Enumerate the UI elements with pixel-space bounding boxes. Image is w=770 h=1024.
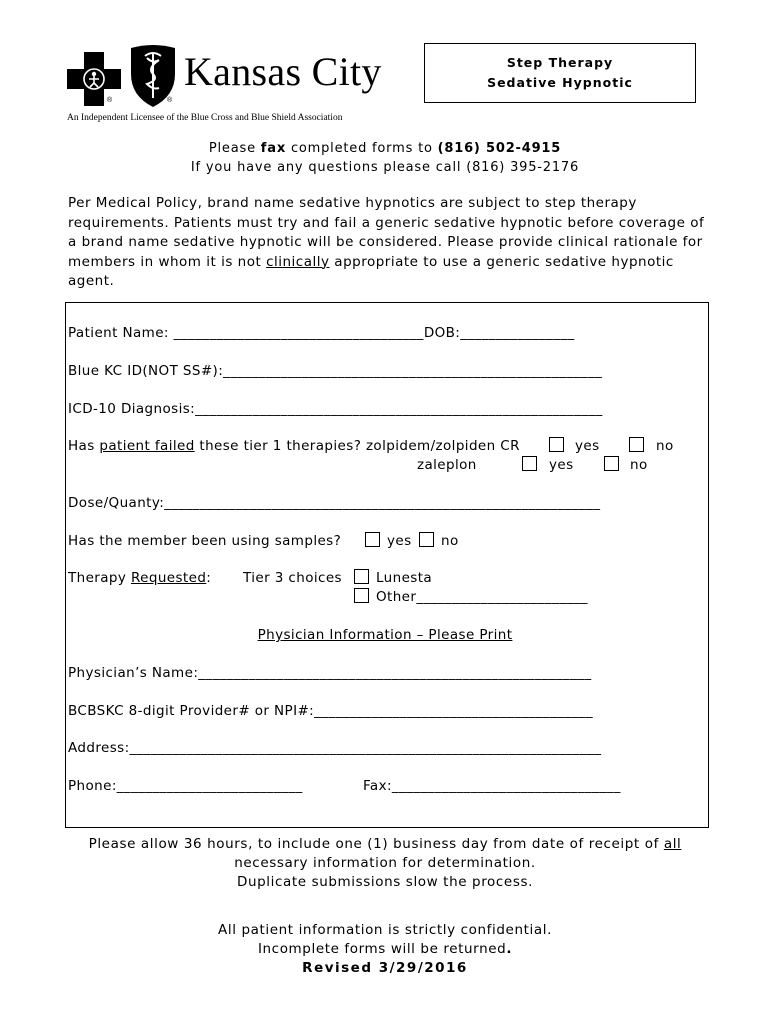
zaleplon-yes-checkbox[interactable] xyxy=(522,456,537,471)
other-field[interactable]: Other________________________ xyxy=(376,589,588,605)
zaleplon-no-label: no xyxy=(630,457,648,473)
tier1-suffix: these tier 1 therapies? zolpidem/zolpiden CR xyxy=(194,438,520,454)
brand-name: Kansas City xyxy=(184,49,382,94)
policy-text-end: appropriate to use a generic sedative hypnotic agent. xyxy=(68,253,674,289)
tier3-label: Tier 3 choices xyxy=(243,570,342,586)
zolpidem-no-checkbox[interactable] xyxy=(629,437,644,452)
policy-paragraph xyxy=(68,194,708,292)
allow-time-line2: necessary information for determination. xyxy=(234,855,536,871)
fax-number: (816) 502-4915 xyxy=(437,141,562,156)
zolpidem-no-label: no xyxy=(656,438,674,454)
allow-underlined: all xyxy=(663,836,682,852)
licensee-text: An Independent Licensee of the Blue Cross and Blue Shield Association xyxy=(67,113,343,123)
therapy-requested-label xyxy=(68,569,211,587)
incomplete-text: Incomplete forms will be returned xyxy=(257,941,507,957)
incomplete-period: . xyxy=(506,941,513,957)
samples-no-label: no xyxy=(441,533,459,549)
zolpidem-yes-label: yes xyxy=(575,438,600,454)
tier1-underlined: patient failed xyxy=(99,438,195,454)
duplicate-warning: Duplicate submissions slow the process. xyxy=(236,874,534,890)
revised-date: Revised 3/29/2016 xyxy=(302,960,468,976)
zaleplon-label: zaleplon xyxy=(417,457,477,473)
samples-yes-checkbox[interactable] xyxy=(365,532,380,547)
fax-prefix: Please xyxy=(208,141,261,156)
form-title-box xyxy=(424,43,696,103)
blue-cross-logo-icon xyxy=(67,52,121,106)
icd10-field[interactable]: ICD-10 Diagnosis:_________________________________________________________ xyxy=(68,401,603,417)
blue-kc-id-field[interactable]: Blue KC ID(NOT SS#):_____________________________________________________ xyxy=(68,363,603,379)
allow-time-line1 xyxy=(0,835,770,855)
physician-name-field[interactable]: Physician’s Name:_______________________________________________________ xyxy=(68,665,592,681)
dose-quantity-field[interactable]: Dose/Quanty:_____________________________________________________________ xyxy=(68,495,601,511)
form-title-line1: Step Therapy xyxy=(506,55,614,70)
registered-mark: ® xyxy=(167,97,173,104)
address-field[interactable]: Address:__________________________________________________________________ xyxy=(68,740,602,756)
samples-no-checkbox[interactable] xyxy=(419,532,434,547)
physician-info-header: Physician Information – Please Print xyxy=(257,627,513,643)
call-instruction: If you have any questions please call (816) 395-2176 xyxy=(190,160,580,175)
therapy-label-post: : xyxy=(206,570,212,586)
fax-field[interactable]: Fax:________________________________ xyxy=(363,778,621,794)
other-checkbox[interactable] xyxy=(354,588,369,603)
allow-pre: Please allow 36 hours, to include one (1) business day from date of receipt of xyxy=(88,836,664,852)
phone-field[interactable]: Phone:__________________________ xyxy=(68,778,303,794)
samples-question: Has the member been using samples? xyxy=(68,533,342,549)
provider-number-field[interactable]: BCBSKC 8-digit Provider# or NPI#:_______________________________________ xyxy=(68,703,593,719)
form-title-line2: Sedative Hypnotic xyxy=(487,75,633,90)
fax-instruction xyxy=(0,141,770,156)
lunesta-label: Lunesta xyxy=(376,570,433,586)
policy-text: Per Medical Policy, brand name sedative hypnotics are subject to step therapy requirements. Patients must try and fail a generic sedative hypnotic before coverage of a brand name sedative hypnotic will be considered. Please provide clinical rationale for members in whom it is not xyxy=(68,195,705,270)
zolpidem-yes-checkbox[interactable] xyxy=(549,437,564,452)
zaleplon-yes-label: yes xyxy=(549,457,574,473)
zaleplon-no-checkbox[interactable] xyxy=(604,456,619,471)
samples-yes-label: yes xyxy=(387,533,412,549)
fax-bold: fax xyxy=(260,141,287,156)
tier1-prefix: Has xyxy=(68,438,100,454)
confidential-notice: All patient information is strictly confidential. xyxy=(218,922,552,938)
incomplete-notice xyxy=(0,940,770,960)
policy-underlined: clinically xyxy=(266,253,330,270)
therapy-label-pre: Therapy xyxy=(68,570,131,586)
lunesta-checkbox[interactable] xyxy=(354,569,369,584)
therapy-label-underlined: Requested xyxy=(130,570,207,586)
fax-mid: completed forms to xyxy=(286,141,438,156)
patient-name-field[interactable]: Patient Name: ___________________________________DOB:________________ xyxy=(68,325,575,341)
tier1-question xyxy=(68,437,520,455)
registered-mark: ® xyxy=(107,97,113,104)
